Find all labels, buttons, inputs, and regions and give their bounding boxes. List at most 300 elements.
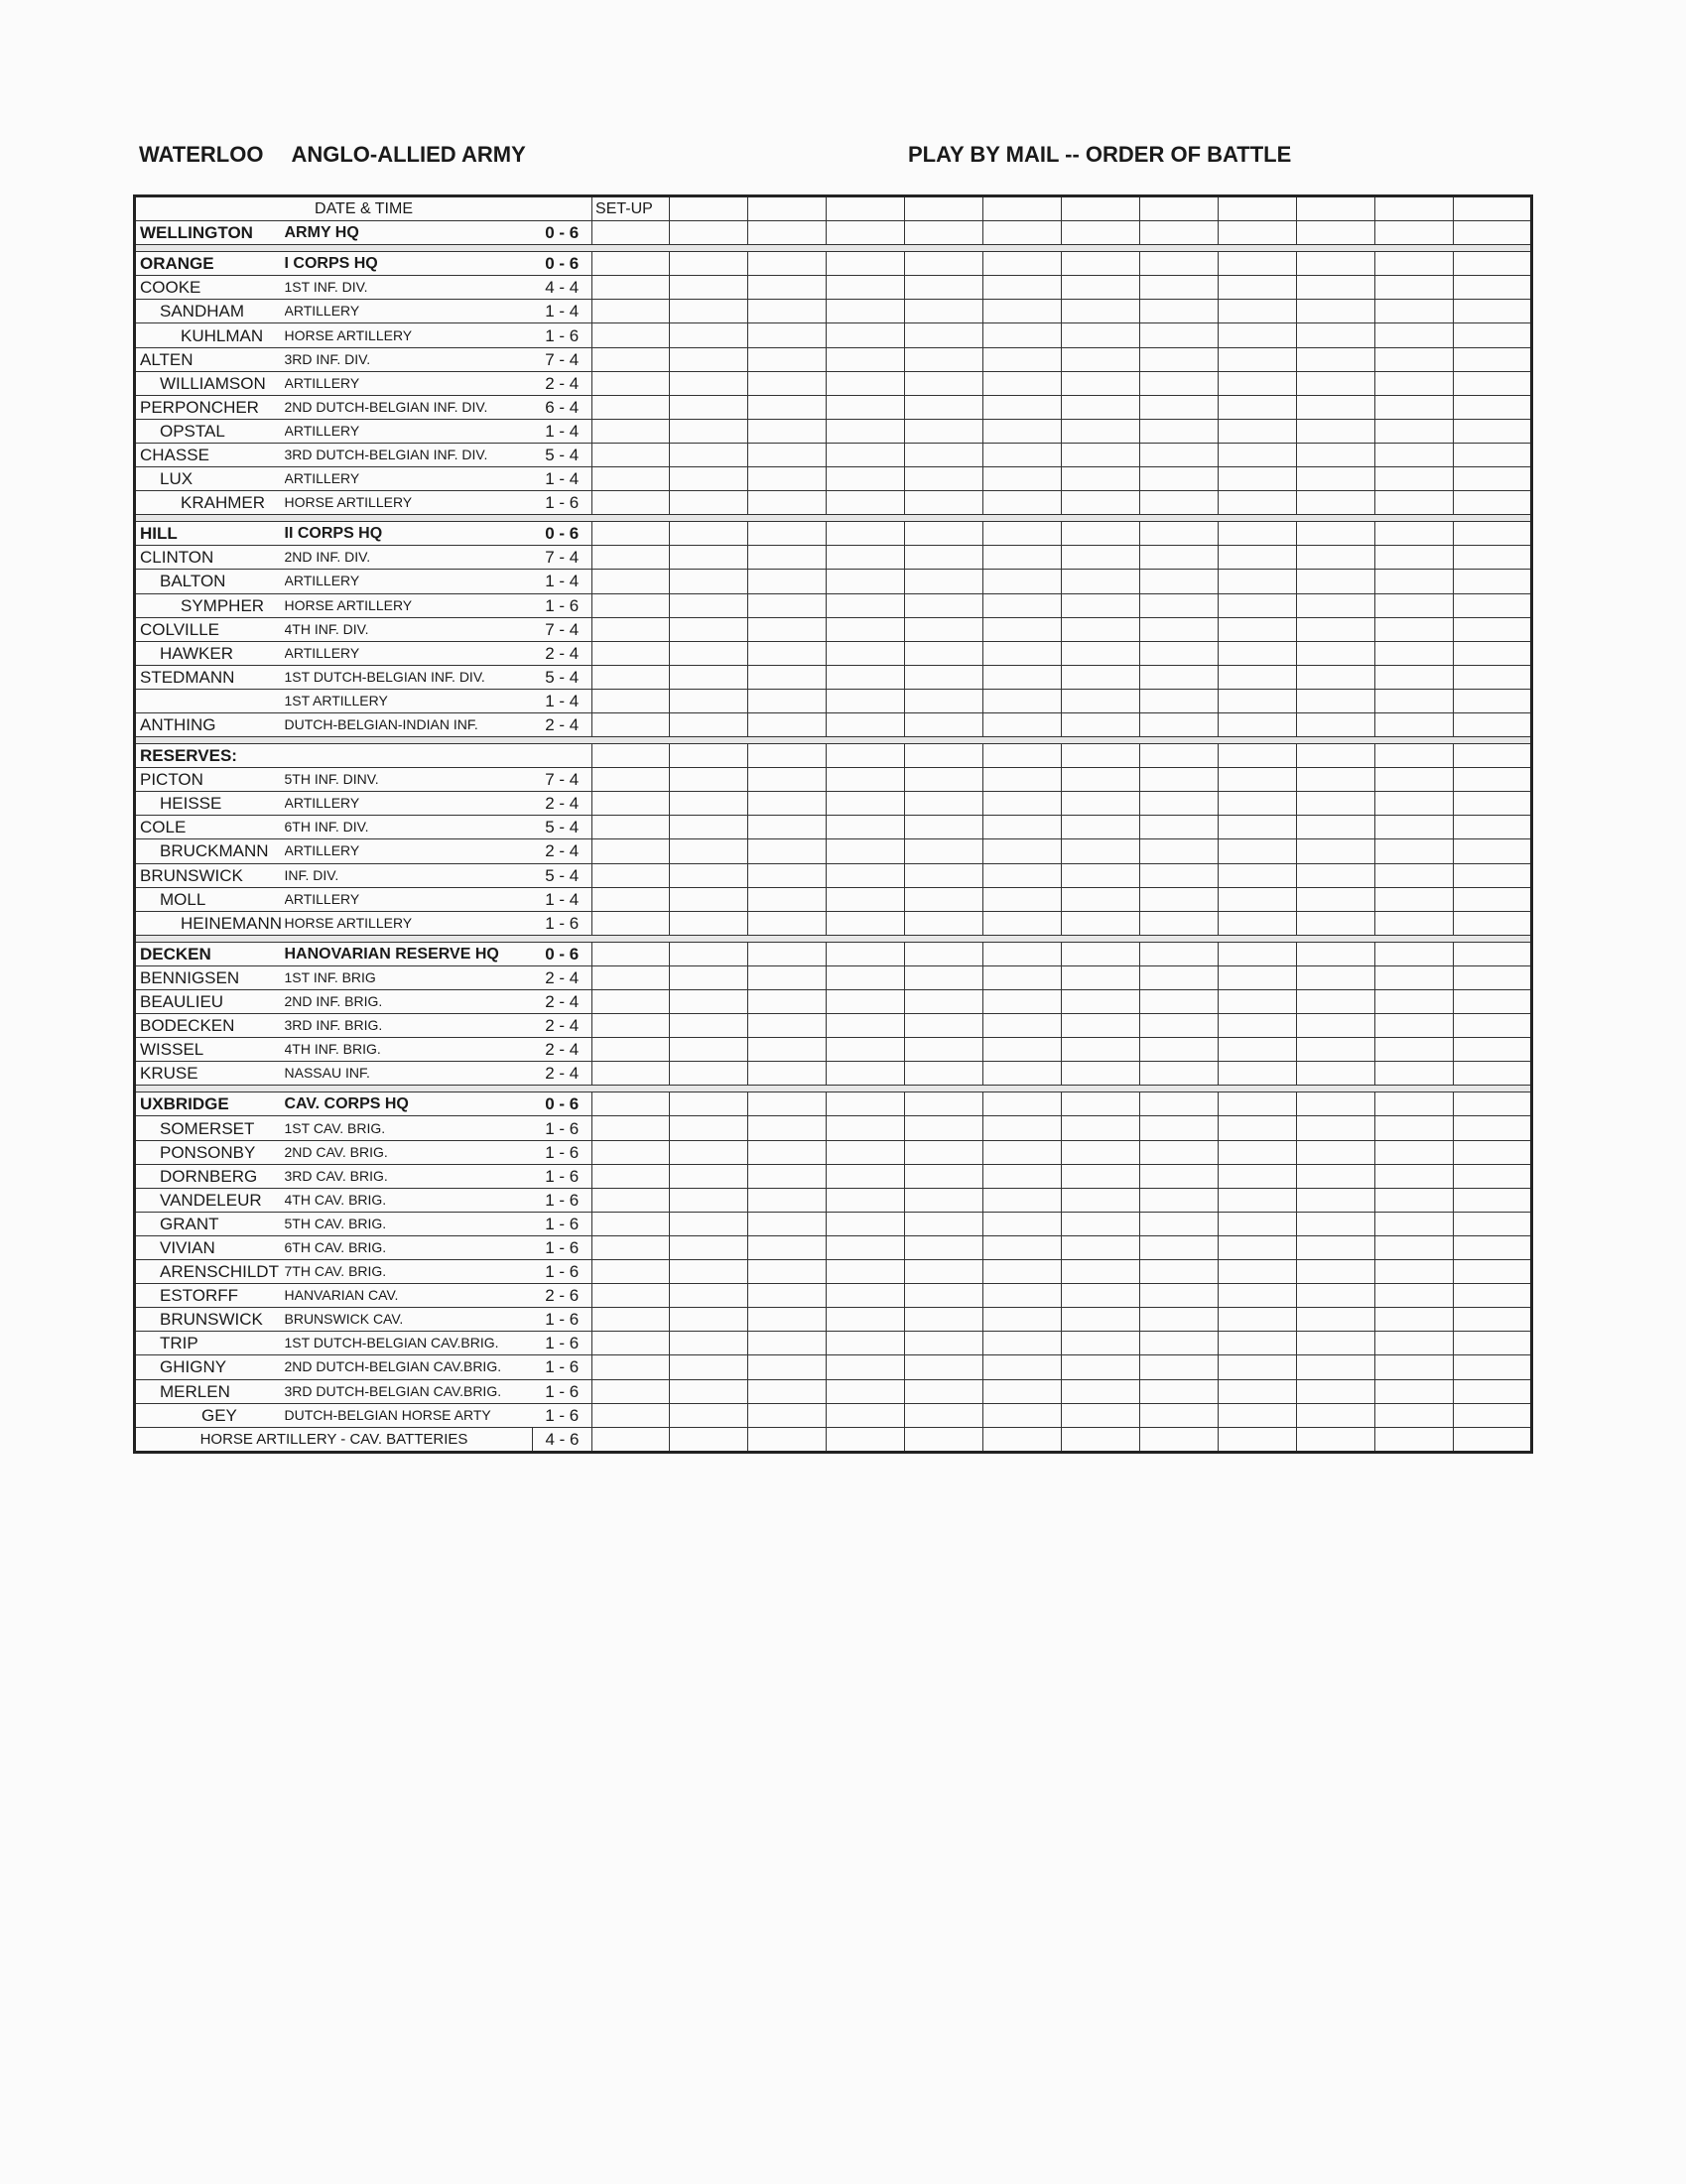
turn-entry-cell[interactable] <box>1297 839 1375 863</box>
turn-entry-cell[interactable] <box>1219 1062 1297 1086</box>
turn-entry-cell[interactable] <box>1062 323 1140 347</box>
turn-entry-cell[interactable] <box>827 1284 905 1308</box>
setup-entry-cell[interactable] <box>592 942 670 965</box>
turn-entry-cell[interactable] <box>983 276 1062 300</box>
turn-entry-cell[interactable] <box>748 347 827 371</box>
turn-entry-cell[interactable] <box>983 768 1062 792</box>
turn-entry-cell[interactable] <box>670 522 748 546</box>
turn-entry-cell[interactable] <box>1140 816 1219 839</box>
setup-entry-cell[interactable] <box>592 887 670 911</box>
turn-entry-cell[interactable] <box>1140 276 1219 300</box>
setup-entry-cell[interactable] <box>592 1235 670 1259</box>
turn-entry-cell[interactable] <box>670 1038 748 1062</box>
turn-entry-cell[interactable] <box>1140 617 1219 641</box>
turn-entry-cell[interactable] <box>1454 221 1532 245</box>
turn-entry-cell[interactable] <box>1219 1038 1297 1062</box>
turn-entry-cell[interactable] <box>1454 1212 1532 1235</box>
turn-entry-cell[interactable] <box>1375 347 1454 371</box>
turn-entry-cell[interactable] <box>905 1116 983 1140</box>
turn-entry-cell[interactable] <box>670 816 748 839</box>
turn-entry-cell[interactable] <box>905 1427 983 1452</box>
turn-entry-cell[interactable] <box>1062 1212 1140 1235</box>
turn-header-cell[interactable] <box>1454 196 1532 221</box>
turn-entry-cell[interactable] <box>1375 887 1454 911</box>
turn-entry-cell[interactable] <box>1297 1014 1375 1038</box>
turn-entry-cell[interactable] <box>1219 419 1297 443</box>
turn-entry-cell[interactable] <box>1062 522 1140 546</box>
turn-entry-cell[interactable] <box>1219 744 1297 768</box>
turn-entry-cell[interactable] <box>1219 990 1297 1014</box>
turn-entry-cell[interactable] <box>1062 911 1140 935</box>
turn-entry-cell[interactable] <box>1219 252 1297 276</box>
turn-entry-cell[interactable] <box>1297 863 1375 887</box>
setup-entry-cell[interactable] <box>592 546 670 570</box>
setup-entry-cell[interactable] <box>592 1332 670 1355</box>
turn-entry-cell[interactable] <box>1219 1379 1297 1403</box>
turn-entry-cell[interactable] <box>1454 990 1532 1014</box>
turn-entry-cell[interactable] <box>827 1140 905 1164</box>
turn-entry-cell[interactable] <box>1140 1308 1219 1332</box>
turn-entry-cell[interactable] <box>1454 491 1532 515</box>
setup-entry-cell[interactable] <box>592 617 670 641</box>
turn-entry-cell[interactable] <box>1140 1260 1219 1284</box>
turn-entry-cell[interactable] <box>827 1062 905 1086</box>
turn-entry-cell[interactable] <box>1454 617 1532 641</box>
turn-entry-cell[interactable] <box>1375 768 1454 792</box>
turn-entry-cell[interactable] <box>827 617 905 641</box>
turn-entry-cell[interactable] <box>827 1116 905 1140</box>
turn-entry-cell[interactable] <box>1140 419 1219 443</box>
turn-entry-cell[interactable] <box>983 665 1062 689</box>
turn-entry-cell[interactable] <box>1375 689 1454 712</box>
turn-entry-cell[interactable] <box>827 1164 905 1188</box>
turn-entry-cell[interactable] <box>1062 1235 1140 1259</box>
turn-entry-cell[interactable] <box>905 990 983 1014</box>
turn-entry-cell[interactable] <box>983 887 1062 911</box>
turn-entry-cell[interactable] <box>905 792 983 816</box>
setup-entry-cell[interactable] <box>592 221 670 245</box>
turn-entry-cell[interactable] <box>1375 990 1454 1014</box>
turn-entry-cell[interactable] <box>748 419 827 443</box>
turn-entry-cell[interactable] <box>983 1284 1062 1308</box>
setup-entry-cell[interactable] <box>592 1140 670 1164</box>
turn-entry-cell[interactable] <box>1375 1235 1454 1259</box>
turn-entry-cell[interactable] <box>827 419 905 443</box>
turn-entry-cell[interactable] <box>670 593 748 617</box>
turn-entry-cell[interactable] <box>905 617 983 641</box>
turn-entry-cell[interactable] <box>748 990 827 1014</box>
turn-entry-cell[interactable] <box>1297 371 1375 395</box>
turn-entry-cell[interactable] <box>1062 617 1140 641</box>
turn-entry-cell[interactable] <box>748 911 827 935</box>
turn-entry-cell[interactable] <box>983 371 1062 395</box>
turn-entry-cell[interactable] <box>827 965 905 989</box>
turn-entry-cell[interactable] <box>1140 522 1219 546</box>
turn-entry-cell[interactable] <box>1062 792 1140 816</box>
turn-entry-cell[interactable] <box>1375 839 1454 863</box>
turn-entry-cell[interactable] <box>1297 570 1375 593</box>
turn-entry-cell[interactable] <box>1219 1014 1297 1038</box>
turn-entry-cell[interactable] <box>1297 712 1375 736</box>
turn-entry-cell[interactable] <box>670 1260 748 1284</box>
turn-header-cell[interactable] <box>1062 196 1140 221</box>
turn-entry-cell[interactable] <box>905 1212 983 1235</box>
turn-entry-cell[interactable] <box>1140 1379 1219 1403</box>
turn-entry-cell[interactable] <box>1297 522 1375 546</box>
turn-entry-cell[interactable] <box>1454 593 1532 617</box>
turn-entry-cell[interactable] <box>983 1062 1062 1086</box>
turn-entry-cell[interactable] <box>1375 221 1454 245</box>
turn-entry-cell[interactable] <box>1062 1355 1140 1379</box>
turn-entry-cell[interactable] <box>1375 1379 1454 1403</box>
turn-entry-cell[interactable] <box>827 792 905 816</box>
turn-entry-cell[interactable] <box>1062 395 1140 419</box>
setup-entry-cell[interactable] <box>592 1403 670 1427</box>
turn-entry-cell[interactable] <box>1297 1427 1375 1452</box>
turn-entry-cell[interactable] <box>1140 1284 1219 1308</box>
turn-entry-cell[interactable] <box>1297 617 1375 641</box>
turn-entry-cell[interactable] <box>1297 395 1375 419</box>
turn-entry-cell[interactable] <box>1297 1140 1375 1164</box>
turn-entry-cell[interactable] <box>670 491 748 515</box>
turn-entry-cell[interactable] <box>1454 816 1532 839</box>
turn-entry-cell[interactable] <box>1140 1332 1219 1355</box>
turn-entry-cell[interactable] <box>670 744 748 768</box>
turn-entry-cell[interactable] <box>748 395 827 419</box>
turn-entry-cell[interactable] <box>670 1092 748 1116</box>
turn-entry-cell[interactable] <box>827 816 905 839</box>
turn-entry-cell[interactable] <box>1062 491 1140 515</box>
turn-entry-cell[interactable] <box>748 887 827 911</box>
turn-entry-cell[interactable] <box>670 1308 748 1332</box>
turn-entry-cell[interactable] <box>905 323 983 347</box>
setup-entry-cell[interactable] <box>592 1038 670 1062</box>
turn-entry-cell[interactable] <box>748 1379 827 1403</box>
setup-entry-cell[interactable] <box>592 1164 670 1188</box>
turn-entry-cell[interactable] <box>1140 1140 1219 1164</box>
turn-entry-cell[interactable] <box>905 593 983 617</box>
turn-entry-cell[interactable] <box>748 1260 827 1284</box>
setup-entry-cell[interactable] <box>592 570 670 593</box>
setup-entry-cell[interactable] <box>592 443 670 466</box>
turn-entry-cell[interactable] <box>983 1379 1062 1403</box>
turn-entry-cell[interactable] <box>1062 1140 1140 1164</box>
turn-entry-cell[interactable] <box>1140 744 1219 768</box>
turn-entry-cell[interactable] <box>905 1260 983 1284</box>
turn-entry-cell[interactable] <box>983 1038 1062 1062</box>
turn-entry-cell[interactable] <box>1062 1092 1140 1116</box>
turn-entry-cell[interactable] <box>670 395 748 419</box>
turn-entry-cell[interactable] <box>1375 570 1454 593</box>
setup-entry-cell[interactable] <box>592 1308 670 1332</box>
turn-entry-cell[interactable] <box>748 1332 827 1355</box>
turn-entry-cell[interactable] <box>1219 1332 1297 1355</box>
turn-entry-cell[interactable] <box>1297 689 1375 712</box>
turn-entry-cell[interactable] <box>1454 1403 1532 1427</box>
turn-entry-cell[interactable] <box>670 1116 748 1140</box>
turn-entry-cell[interactable] <box>1062 443 1140 466</box>
turn-entry-cell[interactable] <box>1219 1235 1297 1259</box>
turn-entry-cell[interactable] <box>983 252 1062 276</box>
turn-entry-cell[interactable] <box>827 1092 905 1116</box>
turn-entry-cell[interactable] <box>1454 792 1532 816</box>
turn-entry-cell[interactable] <box>670 863 748 887</box>
setup-entry-cell[interactable] <box>592 965 670 989</box>
turn-entry-cell[interactable] <box>748 522 827 546</box>
turn-entry-cell[interactable] <box>983 347 1062 371</box>
turn-entry-cell[interactable] <box>983 300 1062 323</box>
turn-entry-cell[interactable] <box>1375 1038 1454 1062</box>
turn-entry-cell[interactable] <box>1219 665 1297 689</box>
turn-entry-cell[interactable] <box>670 221 748 245</box>
turn-entry-cell[interactable] <box>827 546 905 570</box>
turn-entry-cell[interactable] <box>983 570 1062 593</box>
turn-entry-cell[interactable] <box>1062 1427 1140 1452</box>
turn-entry-cell[interactable] <box>983 467 1062 491</box>
turn-entry-cell[interactable] <box>1454 1092 1532 1116</box>
turn-entry-cell[interactable] <box>1062 744 1140 768</box>
turn-entry-cell[interactable] <box>1062 816 1140 839</box>
turn-entry-cell[interactable] <box>983 1140 1062 1164</box>
turn-entry-cell[interactable] <box>1219 768 1297 792</box>
turn-entry-cell[interactable] <box>983 1212 1062 1235</box>
turn-entry-cell[interactable] <box>1454 863 1532 887</box>
turn-entry-cell[interactable] <box>1140 323 1219 347</box>
setup-entry-cell[interactable] <box>592 816 670 839</box>
turn-header-cell[interactable] <box>670 196 748 221</box>
turn-entry-cell[interactable] <box>1454 1427 1532 1452</box>
turn-entry-cell[interactable] <box>1219 863 1297 887</box>
setup-entry-cell[interactable] <box>592 911 670 935</box>
turn-entry-cell[interactable] <box>905 371 983 395</box>
turn-entry-cell[interactable] <box>670 252 748 276</box>
turn-entry-cell[interactable] <box>1219 1164 1297 1188</box>
setup-entry-cell[interactable] <box>592 712 670 736</box>
turn-entry-cell[interactable] <box>670 887 748 911</box>
turn-entry-cell[interactable] <box>1297 744 1375 768</box>
turn-entry-cell[interactable] <box>983 323 1062 347</box>
turn-entry-cell[interactable] <box>670 570 748 593</box>
turn-entry-cell[interactable] <box>983 911 1062 935</box>
turn-entry-cell[interactable] <box>905 816 983 839</box>
turn-entry-cell[interactable] <box>827 1212 905 1235</box>
turn-entry-cell[interactable] <box>1454 252 1532 276</box>
turn-entry-cell[interactable] <box>1219 792 1297 816</box>
turn-entry-cell[interactable] <box>1062 1284 1140 1308</box>
turn-entry-cell[interactable] <box>1140 1188 1219 1212</box>
setup-entry-cell[interactable] <box>592 689 670 712</box>
turn-entry-cell[interactable] <box>1454 744 1532 768</box>
turn-entry-cell[interactable] <box>905 1284 983 1308</box>
turn-entry-cell[interactable] <box>670 1379 748 1403</box>
turn-entry-cell[interactable] <box>905 467 983 491</box>
setup-entry-cell[interactable] <box>592 839 670 863</box>
turn-entry-cell[interactable] <box>983 1403 1062 1427</box>
turn-entry-cell[interactable] <box>1219 1355 1297 1379</box>
turn-entry-cell[interactable] <box>1375 1355 1454 1379</box>
turn-entry-cell[interactable] <box>1454 467 1532 491</box>
setup-entry-cell[interactable] <box>592 323 670 347</box>
turn-entry-cell[interactable] <box>905 1038 983 1062</box>
turn-entry-cell[interactable] <box>1140 665 1219 689</box>
turn-entry-cell[interactable] <box>1375 1284 1454 1308</box>
turn-entry-cell[interactable] <box>1297 641 1375 665</box>
turn-entry-cell[interactable] <box>1297 1092 1375 1116</box>
turn-entry-cell[interactable] <box>748 1235 827 1259</box>
turn-entry-cell[interactable] <box>1297 792 1375 816</box>
turn-entry-cell[interactable] <box>1375 1260 1454 1284</box>
turn-entry-cell[interactable] <box>670 617 748 641</box>
turn-entry-cell[interactable] <box>983 395 1062 419</box>
setup-entry-cell[interactable] <box>592 1092 670 1116</box>
turn-entry-cell[interactable] <box>1062 221 1140 245</box>
turn-entry-cell[interactable] <box>748 665 827 689</box>
turn-entry-cell[interactable] <box>1062 1260 1140 1284</box>
turn-entry-cell[interactable] <box>1375 467 1454 491</box>
turn-entry-cell[interactable] <box>1219 1284 1297 1308</box>
setup-entry-cell[interactable] <box>592 641 670 665</box>
turn-entry-cell[interactable] <box>748 491 827 515</box>
turn-entry-cell[interactable] <box>1140 395 1219 419</box>
turn-entry-cell[interactable] <box>748 1427 827 1452</box>
turn-entry-cell[interactable] <box>983 1014 1062 1038</box>
turn-header-cell[interactable] <box>1297 196 1375 221</box>
turn-entry-cell[interactable] <box>670 965 748 989</box>
turn-entry-cell[interactable] <box>1297 443 1375 466</box>
turn-entry-cell[interactable] <box>1062 1062 1140 1086</box>
turn-entry-cell[interactable] <box>1297 1355 1375 1379</box>
turn-entry-cell[interactable] <box>1454 887 1532 911</box>
turn-entry-cell[interactable] <box>1062 712 1140 736</box>
turn-entry-cell[interactable] <box>1219 641 1297 665</box>
turn-entry-cell[interactable] <box>1219 347 1297 371</box>
setup-entry-cell[interactable] <box>592 1212 670 1235</box>
turn-entry-cell[interactable] <box>1454 1260 1532 1284</box>
turn-entry-cell[interactable] <box>905 641 983 665</box>
setup-entry-cell[interactable] <box>592 744 670 768</box>
turn-entry-cell[interactable] <box>1140 990 1219 1014</box>
turn-entry-cell[interactable] <box>1140 570 1219 593</box>
turn-entry-cell[interactable] <box>1297 467 1375 491</box>
turn-entry-cell[interactable] <box>827 347 905 371</box>
turn-entry-cell[interactable] <box>1140 942 1219 965</box>
turn-entry-cell[interactable] <box>1140 887 1219 911</box>
turn-entry-cell[interactable] <box>905 443 983 466</box>
turn-entry-cell[interactable] <box>1140 252 1219 276</box>
turn-entry-cell[interactable] <box>983 863 1062 887</box>
turn-entry-cell[interactable] <box>1375 1014 1454 1038</box>
turn-entry-cell[interactable] <box>827 839 905 863</box>
turn-entry-cell[interactable] <box>827 911 905 935</box>
turn-entry-cell[interactable] <box>1375 419 1454 443</box>
turn-entry-cell[interactable] <box>1062 546 1140 570</box>
turn-entry-cell[interactable] <box>905 276 983 300</box>
turn-entry-cell[interactable] <box>748 712 827 736</box>
turn-entry-cell[interactable] <box>670 546 748 570</box>
turn-entry-cell[interactable] <box>1140 863 1219 887</box>
turn-entry-cell[interactable] <box>1454 522 1532 546</box>
turn-entry-cell[interactable] <box>1454 1235 1532 1259</box>
turn-entry-cell[interactable] <box>1062 570 1140 593</box>
turn-entry-cell[interactable] <box>1219 300 1297 323</box>
turn-entry-cell[interactable] <box>1454 276 1532 300</box>
turn-entry-cell[interactable] <box>1219 689 1297 712</box>
turn-entry-cell[interactable] <box>905 252 983 276</box>
turn-entry-cell[interactable] <box>983 839 1062 863</box>
turn-entry-cell[interactable] <box>983 522 1062 546</box>
turn-entry-cell[interactable] <box>748 276 827 300</box>
turn-entry-cell[interactable] <box>1140 1116 1219 1140</box>
turn-entry-cell[interactable] <box>905 546 983 570</box>
turn-entry-cell[interactable] <box>1297 1260 1375 1284</box>
turn-entry-cell[interactable] <box>748 965 827 989</box>
setup-entry-cell[interactable] <box>592 491 670 515</box>
turn-entry-cell[interactable] <box>1297 1116 1375 1140</box>
turn-entry-cell[interactable] <box>983 712 1062 736</box>
turn-entry-cell[interactable] <box>1375 1403 1454 1427</box>
turn-header-cell[interactable] <box>983 196 1062 221</box>
turn-entry-cell[interactable] <box>748 467 827 491</box>
turn-entry-cell[interactable] <box>748 1092 827 1116</box>
turn-entry-cell[interactable] <box>1140 1038 1219 1062</box>
turn-entry-cell[interactable] <box>983 1260 1062 1284</box>
turn-entry-cell[interactable] <box>1062 1038 1140 1062</box>
turn-entry-cell[interactable] <box>670 347 748 371</box>
turn-entry-cell[interactable] <box>1297 1038 1375 1062</box>
turn-entry-cell[interactable] <box>1297 323 1375 347</box>
turn-entry-cell[interactable] <box>1219 1116 1297 1140</box>
turn-entry-cell[interactable] <box>905 570 983 593</box>
turn-entry-cell[interactable] <box>1062 641 1140 665</box>
turn-entry-cell[interactable] <box>1454 443 1532 466</box>
turn-entry-cell[interactable] <box>983 689 1062 712</box>
turn-entry-cell[interactable] <box>670 641 748 665</box>
turn-entry-cell[interactable] <box>905 1164 983 1188</box>
turn-entry-cell[interactable] <box>1297 768 1375 792</box>
turn-entry-cell[interactable] <box>1140 965 1219 989</box>
turn-entry-cell[interactable] <box>1140 1062 1219 1086</box>
turn-entry-cell[interactable] <box>748 1140 827 1164</box>
turn-entry-cell[interactable] <box>1062 467 1140 491</box>
turn-entry-cell[interactable] <box>983 1116 1062 1140</box>
setup-entry-cell[interactable] <box>592 1188 670 1212</box>
turn-entry-cell[interactable] <box>1454 1379 1532 1403</box>
setup-entry-cell[interactable] <box>592 276 670 300</box>
turn-entry-cell[interactable] <box>1219 1308 1297 1332</box>
turn-entry-cell[interactable] <box>1062 300 1140 323</box>
turn-entry-cell[interactable] <box>983 1332 1062 1355</box>
turn-entry-cell[interactable] <box>905 1092 983 1116</box>
turn-entry-cell[interactable] <box>748 617 827 641</box>
turn-entry-cell[interactable] <box>983 1235 1062 1259</box>
setup-entry-cell[interactable] <box>592 1062 670 1086</box>
turn-entry-cell[interactable] <box>1297 419 1375 443</box>
turn-entry-cell[interactable] <box>1297 887 1375 911</box>
turn-entry-cell[interactable] <box>1219 712 1297 736</box>
turn-entry-cell[interactable] <box>1297 347 1375 371</box>
turn-entry-cell[interactable] <box>827 768 905 792</box>
turn-entry-cell[interactable] <box>1297 1284 1375 1308</box>
turn-entry-cell[interactable] <box>1454 712 1532 736</box>
turn-entry-cell[interactable] <box>827 1014 905 1038</box>
turn-entry-cell[interactable] <box>748 593 827 617</box>
turn-entry-cell[interactable] <box>1375 712 1454 736</box>
turn-entry-cell[interactable] <box>905 712 983 736</box>
turn-entry-cell[interactable] <box>1454 839 1532 863</box>
turn-entry-cell[interactable] <box>1454 1284 1532 1308</box>
turn-entry-cell[interactable] <box>1375 665 1454 689</box>
turn-entry-cell[interactable] <box>905 911 983 935</box>
